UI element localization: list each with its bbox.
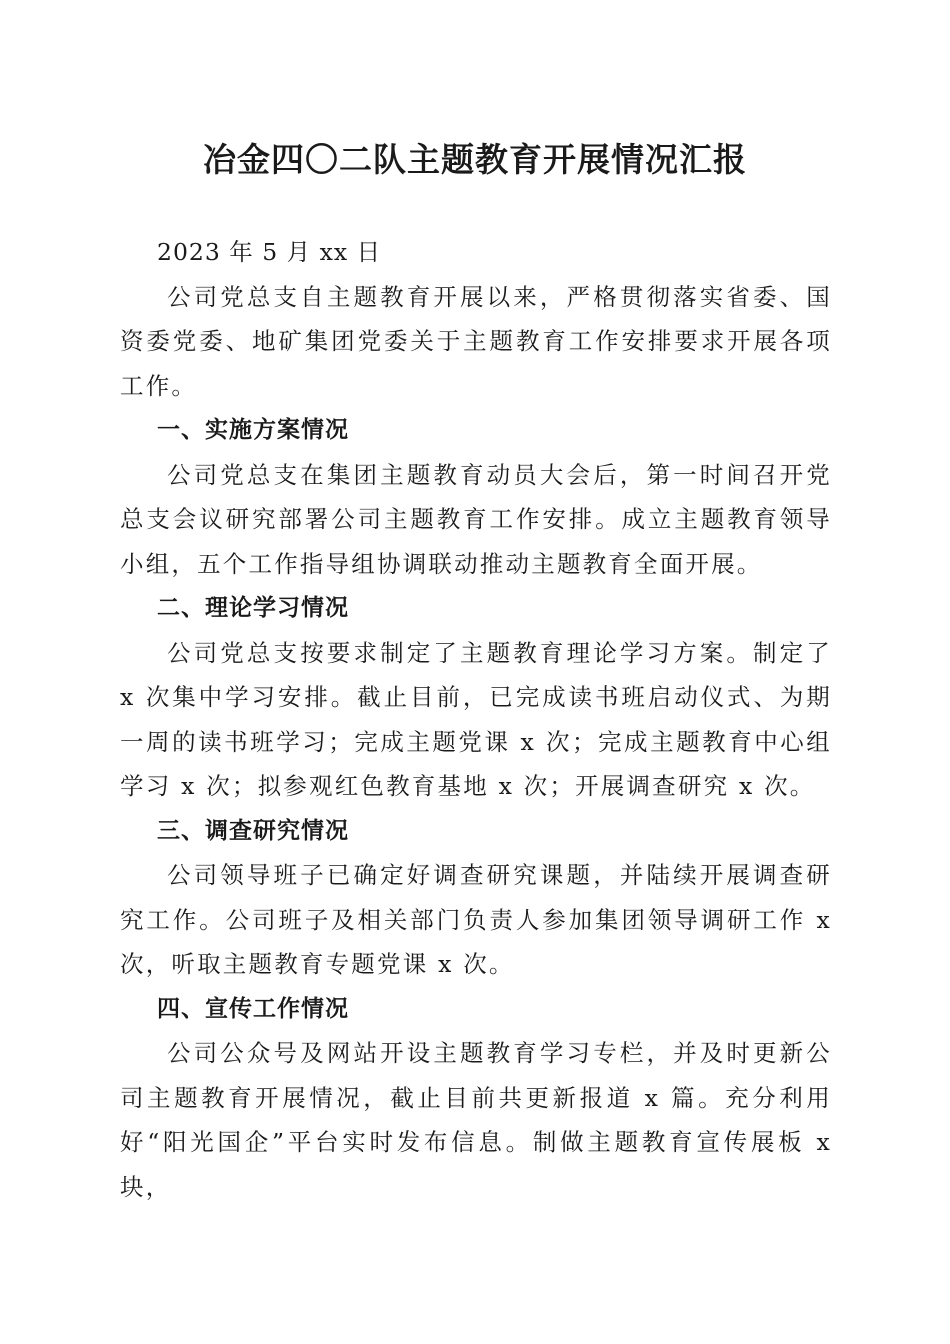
section-paragraph-1: 公司党总支在集团主题教育动员大会后，第一时间召开党总支会议研究部署公司主题教育工作安排。成立主题教育领导小组，五个工作指导组协调联动推动主题教育全面开展。	[120, 460, 832, 578]
document-body	[120, 230, 832, 1209]
document-date: 2023 年 5 月 xx 日	[157, 238, 382, 266]
section-heading-1: 一、实施方案情况	[157, 417, 349, 443]
section-heading-2: 二、理论学习情况	[157, 595, 349, 621]
section-paragraph-3: 公司领导班子已确定好调查研究课题，并陆续开展调查研究工作。公司班子及相关部门负责人参加集团领导调研工作 x 次，听取主题教育专题党课 x 次。	[120, 861, 832, 978]
section-heading-3: 三、调查研究情况	[157, 817, 349, 844]
section-heading-4: 四、宣传工作情况	[157, 995, 349, 1022]
document-title: 冶金四〇二队主题教育开展情况汇报	[203, 140, 747, 179]
section-paragraph-4: 公司公众号及网站开设主题教育学习专栏，并及时更新公司主题教育开展情况，截止目前共更新报道 x 篇。充分利用好“阳光国企”平台实时发布信息。制做主题教育宣传展板 x 块，	[120, 1039, 832, 1201]
intro-paragraph: 公司党总支自主题教育开展以来，严格贯彻落实省委、国资委党委、地矿集团党委关于主题教育工作安排要求开展各项工作。	[120, 282, 832, 400]
section-paragraph-2: 公司党总支按要求制定了主题教育理论学习方案。制定了 x 次集中学习安排。截止目前，已完成读书班启动仪式、为期一周的读书班学习；完成主题党课 x 次；完成主题教育中心组学习 x 次；拟参观红色教育基地 x 次；开展调查研究 x 次。	[120, 638, 832, 800]
